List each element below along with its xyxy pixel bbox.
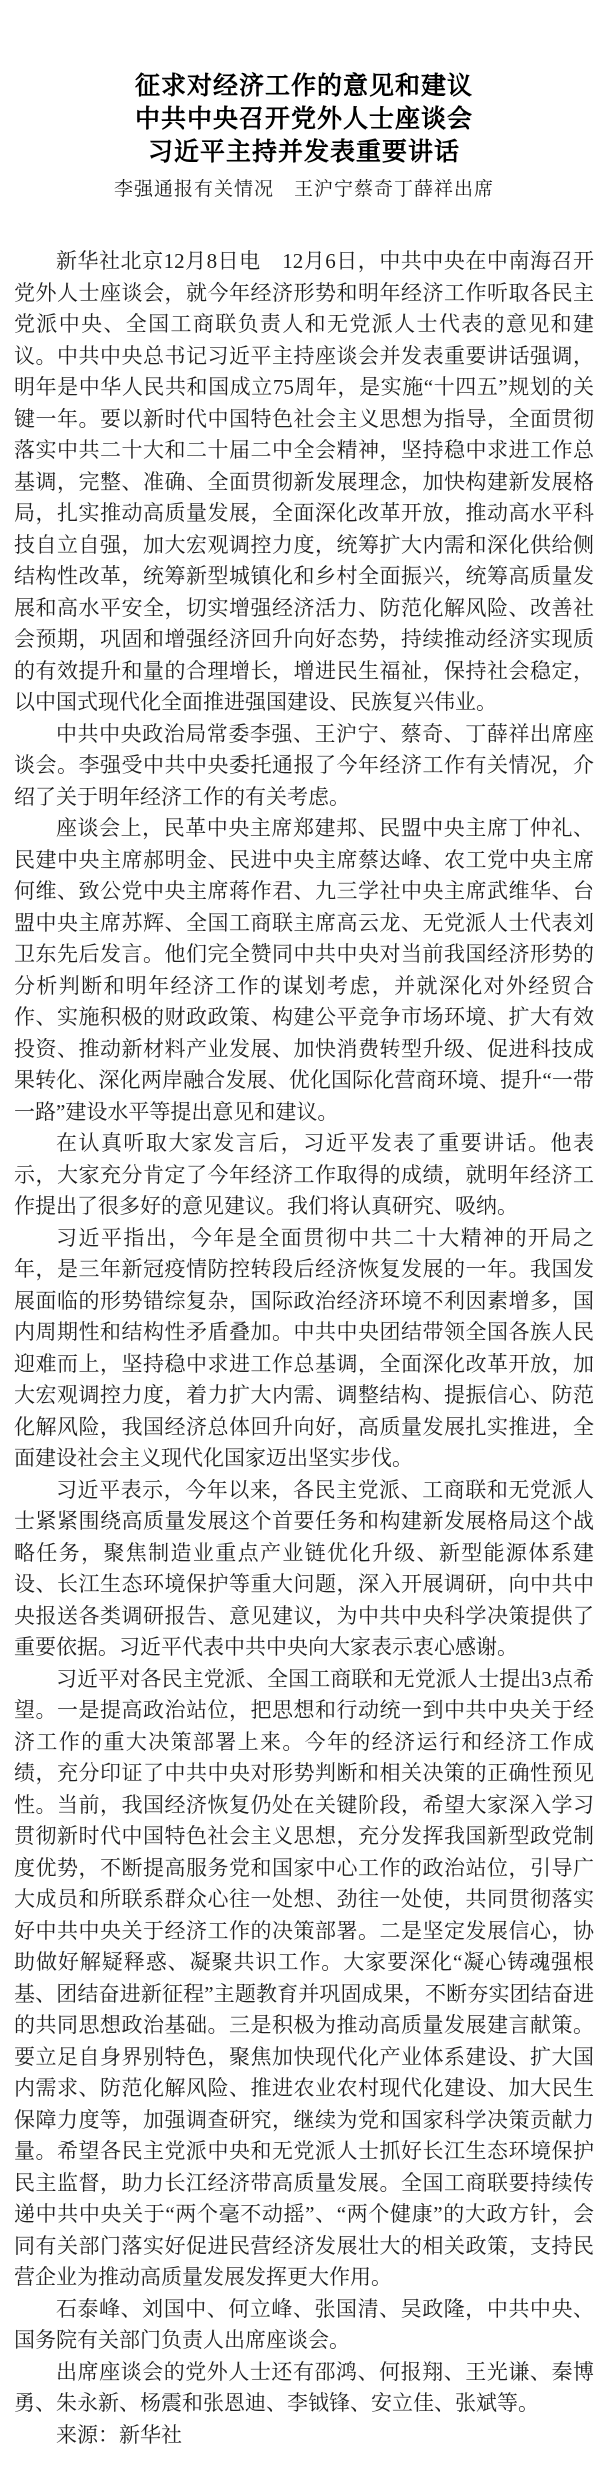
source-line: 来源：新华社	[56, 2422, 182, 2447]
title-line-2: 中共中央召开党外人士座谈会	[134, 105, 473, 133]
paragraph-7: 习近平对各民主党派、全国工商联和无党派人士提出3点希望。一是提高政治站位，把思想和行动统一到中共中央关于经济工作的重大决策部署上来。今年的经济运行和经济工作成绩，充分印证了中共中央对形势判断和相关决策的正确性预见性。当前，我国经济恢复仍处在关键阶段，希望大家深入学习贯彻新时代中国特色社会主义思想，充分发挥我国新型政党制度优势，不断提高服务党和国家中心工作的政治站位，引导广大成员和所联系群众心往一处想、劲往一处使，共同贯彻落实好中共中央关于经济工作的决策部署。二是坚定发展信心，协助做好解疑释惑、凝聚共识工作。大家要深化“凝心铸魂强根基、团结奋进新征程”主题教育并巩固成果，不断夯实团结奋进的共同思想政治基础。三是积极为推动高质量发展建言献策。要立足自身界别特色，聚焦加快现代化产业体系建设、扩大国内需求、防范化解风险、推进农业农村现代化建设、加大民生保障力度等，加强调查研究，继续为党和国家科学决策贡献力量。希望各民主党派中央和无党派人士抓好长江生态环境保护民主监督，助力长江经济带高质量发展。全国工商联要持续传递中共中央关于“两个毫不动摇”、“两个健康”的大政方针，会同有关部门落实好促进民营经济发展壮大的相关政策，支持民营企业为推动高质量发展发挥更大作用。	[14, 1666, 594, 2289]
paragraph-3: 座谈会上，民革中央主席郑建邦、民盟中央主席丁仲礼、民建中央主席郝明金、民进中央主席蔡达峰、农工党中央主席何维、致公党中央主席蒋作君、九三学社中央主席武维华、台盟中央主席苏辉、全国工商联主席高云龙、无党派人士代表刘卫东先后发言。他们完全赞同中共中央对当前我国经济形势的分析判断和明年经济工作的谋划考虑，并就深化对外经贸合作、实施积极的财政政策、构建公平竞争市场环境、扩大有效投资、推动新材料产业发展、加快消费转型升级、促进科技成果转化、深化两岸融合发展、优化国际化营商环境、提升“一带一路”建设水平等提出意见和建议。	[14, 816, 594, 1124]
article-title	[14, 70, 594, 169]
title-line-1: 征求对经济工作的意见和建议	[134, 72, 473, 100]
paragraph-4: 在认真听取大家发言后，习近平发表了重要讲话。他表示，大家充分肯定了今年经济工作取得的成绩，就明年经济工作提出了很多好的意见建议。我们将认真研究、吸纳。	[14, 1131, 594, 1218]
paragraph-8: 石泰峰、刘国中、何立峰、张国清、吴政隆，中共中央、国务院有关部门负责人出席座谈会。	[14, 2296, 594, 2352]
paragraph-2: 中共中央政治局常委李强、王沪宁、蔡奇、丁薛祥出席座谈会。李强受中共中央委托通报了今年经济工作有关情况，介绍了关于明年经济工作的有关考虑。	[14, 721, 594, 809]
paragraph-9: 出席座谈会的党外人士还有邵鸿、何报翔、王光谦、秦博勇、朱永新、杨震和张恩迪、李钺锋、安立佳、张斌等。	[14, 2359, 594, 2415]
paragraph-1: 新华社北京12月8日电 12月6日，中共中央在中南海召开党外人士座谈会，就今年经济形势和明年经济工作听取各民主党派中央、全国工商联负责人和无党派人士代表的意见和建议。中共中央总书记习近平主持座谈会并发表重要讲话强调，明年是中华人民共和国成立75周年，是实施“十四五”规划的关键一年。要以新时代中国特色社会主义思想为指导，全面贯彻落实中共二十大和二十届二中全会精神，坚持稳中求进工作总基调，完整、准确、全面贯彻新发展理念，加快构建新发展格局，扎实推动高质量发展，全面深化改革开放，推动高水平科技自立自强，加大宏观调控力度，统筹扩大内需和深化供给侧结构性改革，统筹新型城镇化和乡村全面振兴，统筹高质量发展和高水平安全，切实增强经济活力、防范化解风险、改善社会预期，巩固和增强经济回升向好态势，持续推动经济实现质的有效提升和量的合理增长，增进民生福祉，保持社会稳定，以中国式现代化全面推进强国建设、民族复兴伟业。	[14, 249, 594, 714]
article-body	[14, 246, 594, 2451]
paragraph-5: 习近平指出，今年是全面贯彻中共二十大精神的开局之年，是三年新冠疫情防控转段后经济恢复发展的一年。我国发展面临的形势错综复杂，国际政治经济环境不利因素增多，国内周期性和结构性矛盾叠加。中共中央团结带领全国各族人民迎难而上，坚持稳中求进工作总基调，全面深化改革开放，加大宏观调控力度，着力扩大内需、调整结构、提振信心、防范化解风险，我国经济总体回升向好，高质量发展扎实推进，全面建设社会主义现代化国家迈出坚实步伐。	[14, 1225, 594, 1470]
paragraph-6: 习近平表示，今年以来，各民主党派、工商联和无党派人士紧紧围绕高质量发展这个首要任务和构建新发展格局这个战略任务，聚焦制造业重点产业链优化升级、新型能源体系建设、长江生态环境保护等重大问题，深入开展调研，向中共中央报送各类调研报告、意见建议，为中共中央科学决策提供了重要依据。习近平代表中共中央向大家表示衷心感谢。	[14, 1477, 594, 1659]
title-line-3: 习近平主持并发表重要讲话	[147, 138, 460, 166]
article-subtitle: 李强通报有关情况 王沪宁蔡奇丁薛祥出席	[113, 179, 494, 200]
